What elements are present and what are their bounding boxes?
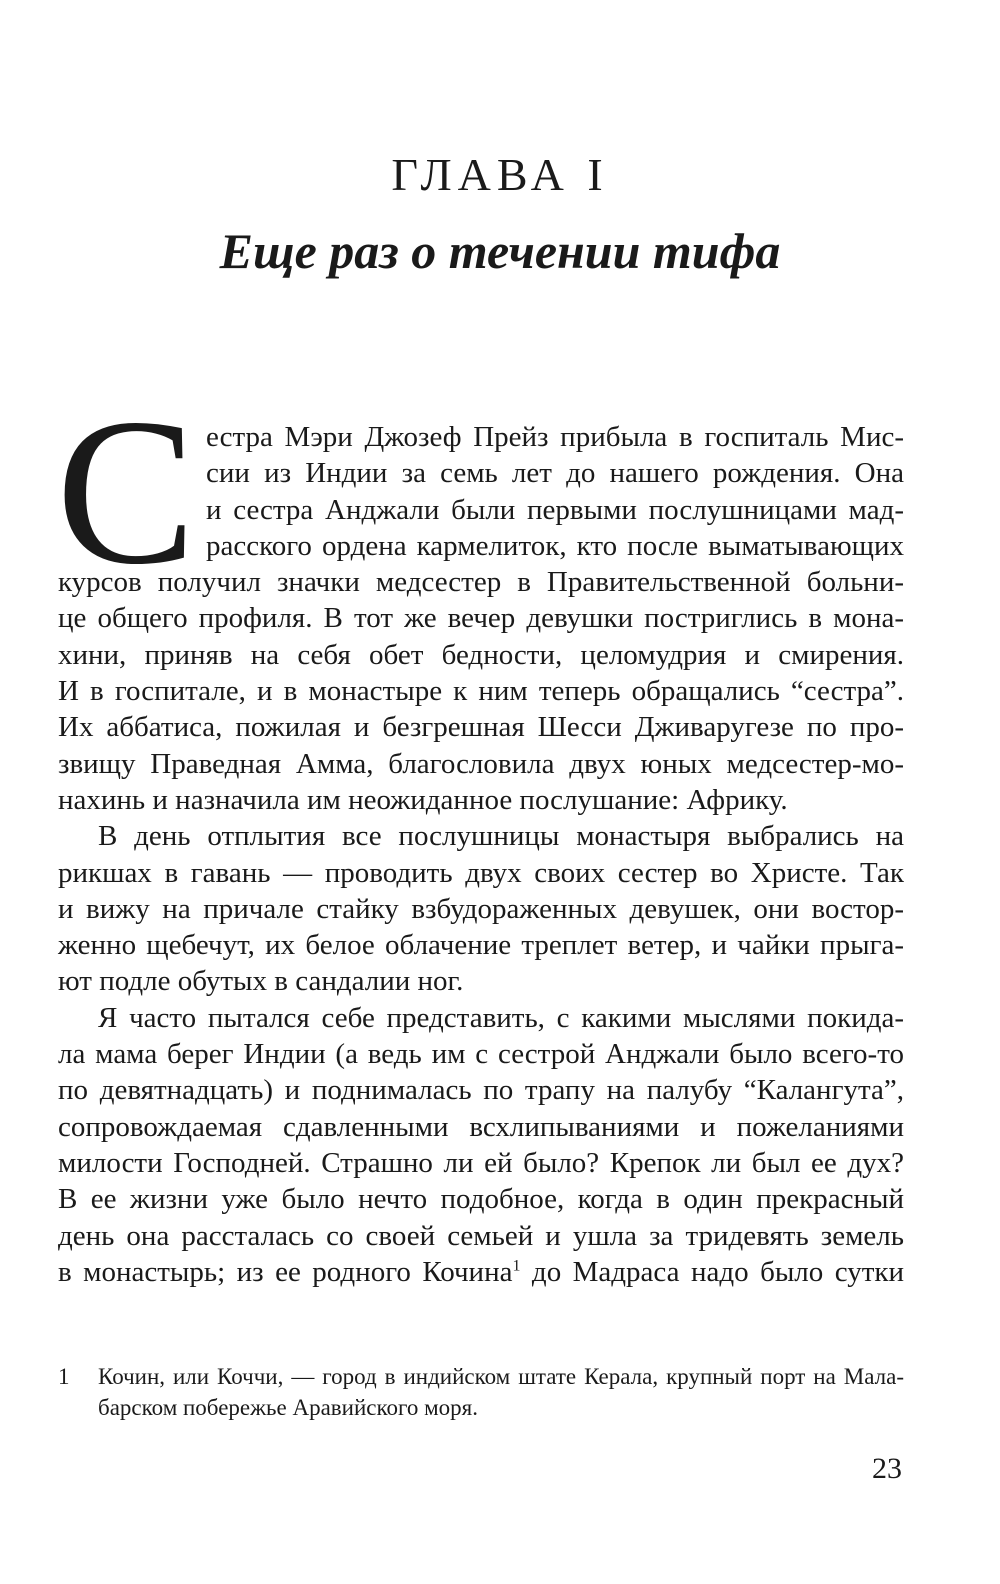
- text-line: день она рассталась со своей семьей и ушла за тридевять земель: [58, 1219, 904, 1252]
- text-line: сии из Индии за семь лет до нашего рождения. Она: [206, 457, 904, 490]
- text-line: це общего профиля. В тот же вечер девушки постриглись в мона-: [58, 602, 904, 635]
- text-line: милости Господней. Страшно ли ей было? Крепок ли был ее дух?: [58, 1146, 904, 1179]
- text-line: В ее жизни уже было нечто подобное, когда в один прекрасный: [58, 1183, 904, 1216]
- text-line: Я часто пытался себе представить, с какими мыслями покида-: [98, 1001, 904, 1034]
- text-line: по девятнадцать) и поднималась по трапу на палубу “Калангута”,: [58, 1074, 904, 1107]
- text-line: ют подле обутых в сандалии ног.: [58, 965, 464, 998]
- text-line: и сестра Анджали были первыми послушницами мад-: [206, 493, 904, 526]
- text-line: И в госпитале, и в монастыре к ним теперь обращались “сестра”.: [58, 675, 904, 708]
- text-segment: до Мадраса надо было сутки: [520, 1255, 904, 1288]
- text-line: хини, приняв на себя обет бедности, целомудрия и смирения.: [58, 638, 904, 671]
- text-line: курсов получил значки медсестер в Правительственной больни-: [58, 566, 904, 599]
- chapter-title: ГЛАВА I: [391, 149, 609, 200]
- footnote: [58, 1361, 904, 1423]
- text-line: нахинь и назначила им неожиданное послушание: Африку.: [58, 783, 788, 816]
- chapter-subtitle: Еще раз о течении тифа: [219, 223, 781, 279]
- text-line: ла мама берег Индии (а ведь им с сестрой Анджали было всего-то: [58, 1038, 904, 1071]
- footnote-line: Кочин, или Коччи, — город в индийском штате Керала, крупный порт на Мала-: [98, 1364, 904, 1389]
- footnote-number: 1: [58, 1364, 70, 1389]
- page-number: 23: [872, 1452, 902, 1485]
- text-line: и вижу на причале стайку взбудораженных девушек, они востор-: [58, 892, 904, 925]
- text-segment: в монастырь; из ее родного Кочина: [58, 1255, 513, 1288]
- text-line: женно щебечут, их белое облачение треплет ветер, и чайки прыга-: [58, 929, 904, 962]
- text-line: звищу Праведная Амма, благословила двух юных медсестер-мо-: [58, 747, 904, 780]
- footnote-line: барском побережье Аравийского моря.: [98, 1395, 478, 1420]
- text-line: В день отплытия все послушницы монастыря выбрались на: [98, 820, 904, 853]
- text-line-with-footnote-ref: [58, 1254, 904, 1290]
- text-line: естра Мэри Джозеф Прейз прибыла в госпиталь Мис-: [206, 421, 904, 453]
- body-text: [58, 419, 904, 1290]
- text-line: рикшах в гавань — проводить двух своих сестер во Христе. Так: [58, 856, 904, 889]
- text-line: сопровождаемая сдавленными всхлипываниями и пожеланиями: [58, 1110, 904, 1143]
- footnote-reference[interactable]: 1: [512, 1257, 521, 1275]
- text-line: расского ордена кармелиток, кто после выматывающих: [206, 529, 904, 562]
- text-line: Их аббатиса, пожилая и безгрешная Шесси Дживаругезе по про-: [58, 711, 904, 744]
- drop-cap: С: [56, 376, 197, 608]
- footnote-text: [98, 1361, 904, 1423]
